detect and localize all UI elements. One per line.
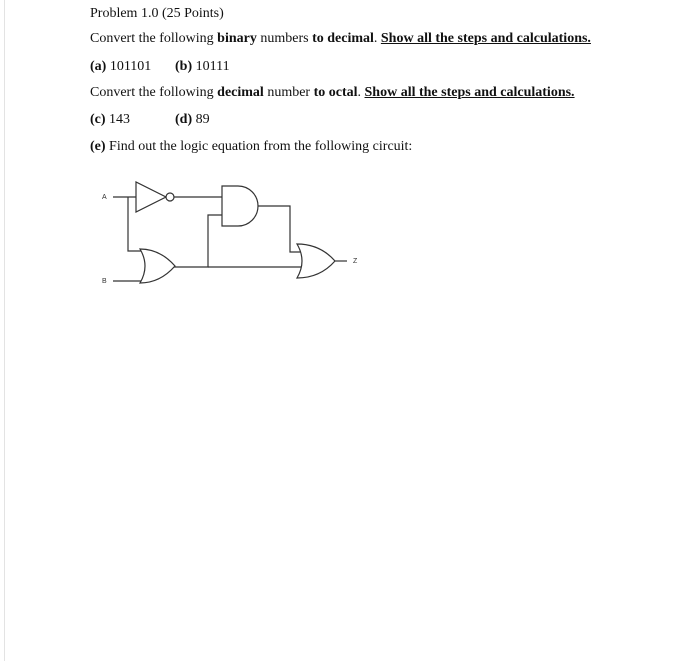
part-b-label: (b) (175, 59, 193, 74)
q1-prefix: Convert the following (90, 31, 218, 46)
part-a-label: (a) (90, 59, 107, 74)
question-decimal-to-octal (90, 84, 575, 102)
or-gate-final (297, 244, 335, 278)
part-a-value: 101101 (106, 59, 152, 74)
q2-instruction: Show all the steps and calculations. (364, 85, 575, 100)
part-d-label: (d) (175, 112, 193, 127)
output-z-label: Z (353, 258, 358, 265)
part-d-value: 89 (192, 112, 210, 127)
q2-period: . (357, 85, 365, 100)
logic-circuit-diagram (95, 172, 375, 297)
part-c-label: (c) (90, 112, 106, 127)
input-a-label: A (102, 194, 107, 201)
question-binary-to-decimal (90, 30, 591, 48)
part-c (90, 111, 130, 129)
part-c-value: 143 (105, 112, 131, 127)
not-gate (136, 182, 166, 212)
q2-prefix: Convert the following (90, 85, 218, 100)
part-d (175, 111, 210, 129)
q2-mid: number (263, 85, 314, 100)
part-b (175, 58, 230, 76)
question-logic-equation (90, 138, 412, 156)
q1-mid: numbers (256, 31, 313, 46)
q2-bold-to-octal: to octal (313, 85, 358, 100)
q2-bold-decimal: decimal (217, 85, 264, 100)
or-gate-1 (140, 249, 175, 283)
wire-or-to-and (173, 215, 222, 267)
input-b-label: B (102, 278, 107, 285)
problem-title: Problem 1.0 (25 Points) (90, 6, 224, 21)
part-b-value: 10111 (192, 59, 230, 74)
q1-bold-to-decimal: to decimal (312, 31, 374, 46)
q1-instruction: Show all the steps and calculations. (380, 31, 591, 46)
part-e-text: Find out the logic equation from the following circuit: (105, 139, 413, 154)
part-e-label: (e) (90, 139, 106, 154)
and-gate (222, 186, 258, 226)
part-a (90, 58, 151, 76)
q1-period: . (373, 31, 381, 46)
page-edge (4, 0, 5, 661)
not-gate-bubble (166, 193, 174, 201)
q1-bold-binary: binary (217, 31, 257, 46)
